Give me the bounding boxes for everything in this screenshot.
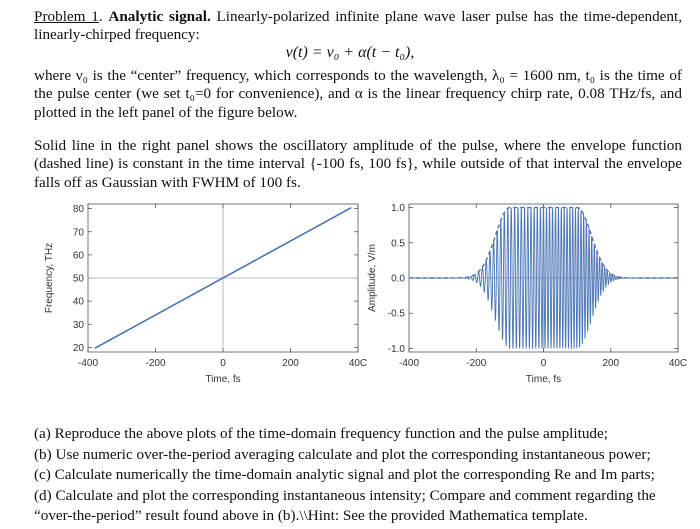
y-tick-label: 0.5 (391, 238, 405, 250)
y-tick-label: -1.0 (387, 343, 405, 355)
x-tick-label: 40C (668, 358, 688, 369)
amplitude-chart (363, 198, 688, 398)
x-axis-label: Time, fs (525, 374, 562, 385)
x-tick-label: -200 (145, 358, 166, 369)
y-tick-label: -0.5 (387, 308, 405, 320)
x-tick-label: -400 (77, 358, 99, 369)
y-axis-label: Amplitude, V/m (367, 244, 378, 312)
task-d: (d) Calculate and plot the corresponding instantaneous intensity; Compare and comment regarding the “over-the-period” result found above in (b).\\Hint: See the provided Mathematica template. (34, 486, 656, 524)
task-list (34, 424, 684, 527)
y-tick-label: 0.0 (391, 273, 405, 285)
task-a: (a) Reproduce the above plots of the time-domain frequency function and the pulse amplitude; (34, 425, 608, 442)
y-tick-label: 20 (72, 342, 84, 354)
x-tick-label: 40C (348, 358, 368, 369)
y-tick-label: 30 (72, 319, 84, 331)
problem-intro: Linearly-polarized infinite plane wave laser pulse has the time-dependent, linearly-chirped frequency: (34, 8, 683, 44)
problem-statement (34, 8, 682, 45)
problem-title-dot: . (206, 8, 211, 25)
y-tick-label: 1.0 (391, 203, 405, 215)
y-tick-label: 70 (72, 227, 84, 239)
paragraph-definitions: where ν₀ is the “center” frequency, which corresponds to the wavelength, λ₀ = 1600 nm, t₀ is the time of the pulse center (we set t₀=0 for convenience), and α is the linear frequency chirp rate, 0.08 THz/fs, and plotted in the left panel of the figure below. (34, 67, 682, 121)
task-b: (b) Use numeric over-the-period averaging calculate and plot the corresponding instantaneous power; (34, 445, 651, 463)
x-tick-label: 0 (540, 358, 547, 369)
y-axis-label: Frequency, THz (44, 242, 55, 314)
x-tick-label: -200 (466, 358, 487, 369)
paragraph-envelope: Solid line in the right panel shows the oscillatory amplitude of the pulse, where the envelope function (dashed line) is constant in the time interval {-100 fs, 100 fs}, while outside of that interval the envelope falls off as Gaussian with FWHM of 100 fs. (34, 137, 682, 191)
frequency-chart (40, 198, 368, 398)
x-tick-label: 200 (282, 358, 299, 369)
x-tick-label: 200 (602, 358, 620, 369)
y-tick-label: 50 (72, 273, 84, 285)
x-tick-label: 0 (220, 358, 226, 369)
x-tick-label: -400 (398, 358, 420, 369)
y-tick-label: 80 (72, 204, 84, 216)
task-c: (c) Calculate numerically the time-domain analytic signal and plot the corresponding Re and Im parts; (34, 466, 655, 483)
y-tick-label: 60 (72, 250, 84, 262)
x-axis-label: Time, fs (205, 374, 241, 385)
frequency-equation: ν(t) = ν₀ + α(t − t₀), (285, 44, 415, 61)
problem-title: Analytic signal (108, 8, 207, 25)
problem-label: Problem 1 (34, 8, 99, 25)
y-tick-label: 40 (72, 296, 84, 308)
problem-label-dot: . (98, 8, 103, 25)
